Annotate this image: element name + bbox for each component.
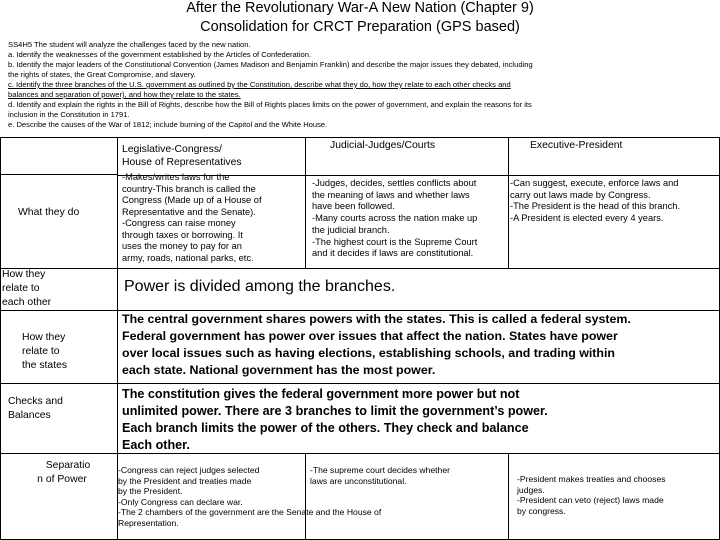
text-line: by the President. bbox=[118, 486, 183, 497]
text-line: -The supreme court decides whether bbox=[310, 465, 450, 475]
standard-line: SS4H5 The student will analyze the challenges faced by the new nation. bbox=[8, 40, 251, 49]
text-line: each state. National government has the most power. bbox=[122, 363, 436, 377]
text-line: -Judges, decides, settles conflicts about bbox=[312, 178, 477, 188]
text-line: Representation. bbox=[118, 517, 179, 528]
text-line: -Can suggest, execute, enforce laws and bbox=[510, 178, 679, 188]
header-legislative bbox=[122, 143, 242, 169]
text-line: army, roads, national parks, etc. bbox=[122, 252, 254, 263]
standard-line: c. Identify the three branches of the U.S. government as outlined by the Constitution, describe what they do, how they relate to each other checks and bbox=[8, 80, 511, 89]
cell-checks-balances bbox=[122, 386, 548, 454]
text-line: The constitution gives the federal government more power but not bbox=[122, 387, 520, 401]
cell-what-executive bbox=[510, 178, 680, 225]
text-line: Federal government has power over issues that affect the nation. States have power bbox=[122, 329, 618, 343]
cell-separation-executive bbox=[517, 474, 666, 516]
text-line: laws are unconstitutional. bbox=[310, 475, 407, 486]
text-line: through taxes or borrowing. It bbox=[122, 229, 243, 240]
row-label-line: relate to bbox=[22, 346, 60, 357]
header-legislative-line: House of Representatives bbox=[122, 157, 242, 168]
standard-line: d. Identify and explain the rights in the Bill of Rights, describe how the Bill of Rights places limits on the power of government, and explain the reasons for its bbox=[8, 100, 532, 109]
standard-line: inclusion in the Constitution in 1791. bbox=[8, 110, 130, 119]
text-line: -Many courts across the nation make up bbox=[312, 213, 478, 224]
text-line: judges. bbox=[517, 484, 545, 495]
row-label-line: the states bbox=[22, 360, 68, 371]
text-line: -Congress can raise money bbox=[122, 218, 236, 228]
text-line: -President can veto (reject) laws made bbox=[517, 495, 664, 506]
row-label-line: Checks and bbox=[8, 396, 63, 407]
row-label-line: Balances bbox=[8, 410, 51, 421]
header-judicial: Judicial-Judges/Courts bbox=[330, 140, 436, 151]
standard-line: a. Identify the weaknesses of the government established by the Articles of Confederation. bbox=[8, 50, 312, 59]
cell-relate-each-other: Power is divided among the branches. bbox=[124, 278, 396, 295]
row-label-line: n of Power bbox=[37, 474, 87, 485]
header-legislative-line: Legislative-Congress/ bbox=[122, 144, 222, 155]
text-line: -The highest court is the Supreme Court bbox=[312, 236, 478, 247]
text-line: country-This branch is called the bbox=[122, 183, 256, 194]
cell-what-judicial bbox=[312, 178, 477, 260]
text-line: and it decides if laws are constitutional. bbox=[312, 248, 474, 259]
text-line: -Only Congress can declare war. bbox=[118, 496, 243, 507]
text-line: the meaning of laws and whether laws bbox=[312, 189, 470, 200]
text-line: have been followed. bbox=[312, 201, 395, 212]
row-label-checks-balances bbox=[8, 395, 108, 423]
text-line: Each other. bbox=[122, 438, 190, 452]
row-label-relate-states bbox=[22, 331, 102, 373]
cell-relate-states bbox=[122, 311, 631, 379]
row-label-line: each other bbox=[2, 297, 52, 308]
text-line: Congress (Made up of a House of bbox=[122, 195, 262, 205]
text-line: uses the money to pay for an bbox=[122, 241, 242, 251]
text-line: Representative and the Senate). bbox=[122, 206, 256, 217]
standards-block bbox=[8, 40, 716, 130]
text-line: the judicial branch. bbox=[312, 224, 390, 235]
row-label-line: Separatio bbox=[45, 460, 91, 471]
text-line: -Makes/writes laws for the bbox=[122, 172, 230, 182]
standard-line: e. Describe the causes of the War of 1812; include burning of the Capitol and the White House. bbox=[8, 120, 328, 129]
row-label-what-they-do: What they do bbox=[18, 207, 80, 218]
text-line: by congress. bbox=[517, 505, 566, 516]
cell-what-legislative bbox=[122, 172, 262, 264]
row-label-line: How they bbox=[2, 269, 46, 280]
text-line: -The President is the head of this branch. bbox=[510, 201, 681, 212]
row-label-separation bbox=[22, 459, 102, 487]
text-line: carry out laws made by Congress. bbox=[510, 189, 651, 200]
text-line: -A President is elected every 4 years. bbox=[510, 213, 664, 224]
row-label-line: How they bbox=[22, 332, 66, 343]
text-line: unlimited power. There are 3 branches to limit the government’s power. bbox=[122, 404, 548, 418]
header-executive: Executive-President bbox=[530, 140, 623, 151]
text-line: The central government shares powers with the states. This is called a federal system. bbox=[122, 312, 631, 326]
standard-line: the rights of states, the Great Compromise, and slavery. bbox=[8, 70, 196, 79]
cell-separation-judicial bbox=[310, 465, 450, 486]
page-title: After the Revolutionary War-A New Nation (Chapter 9) bbox=[186, 0, 534, 16]
page-subtitle: Consolidation for CRCT Preparation (GPS based) bbox=[200, 19, 520, 35]
text-line: -The 2 chambers of the government are the Senate and the House of bbox=[118, 507, 382, 518]
standard-line: b. Identify the major leaders of the Constitutional Convention (James Madison and Benjamin Franklin) and describe the major issues they debated, including bbox=[8, 60, 533, 69]
text-line: -President makes treaties and chooses bbox=[517, 474, 666, 484]
text-line: -Congress can reject judges selected bbox=[118, 465, 260, 475]
row-label-line: relate to bbox=[2, 283, 40, 294]
text-line: by the President and treaties made bbox=[118, 475, 252, 486]
text-line: Each branch limits the power of the others. They check and balance bbox=[122, 421, 529, 435]
text-line: over local issues such as having elections, establishing schools, and trading within bbox=[122, 346, 615, 360]
standard-line: balances and separation of power), and how they relate to the states. bbox=[8, 90, 241, 99]
row-label-relate-each-other bbox=[0, 268, 62, 310]
